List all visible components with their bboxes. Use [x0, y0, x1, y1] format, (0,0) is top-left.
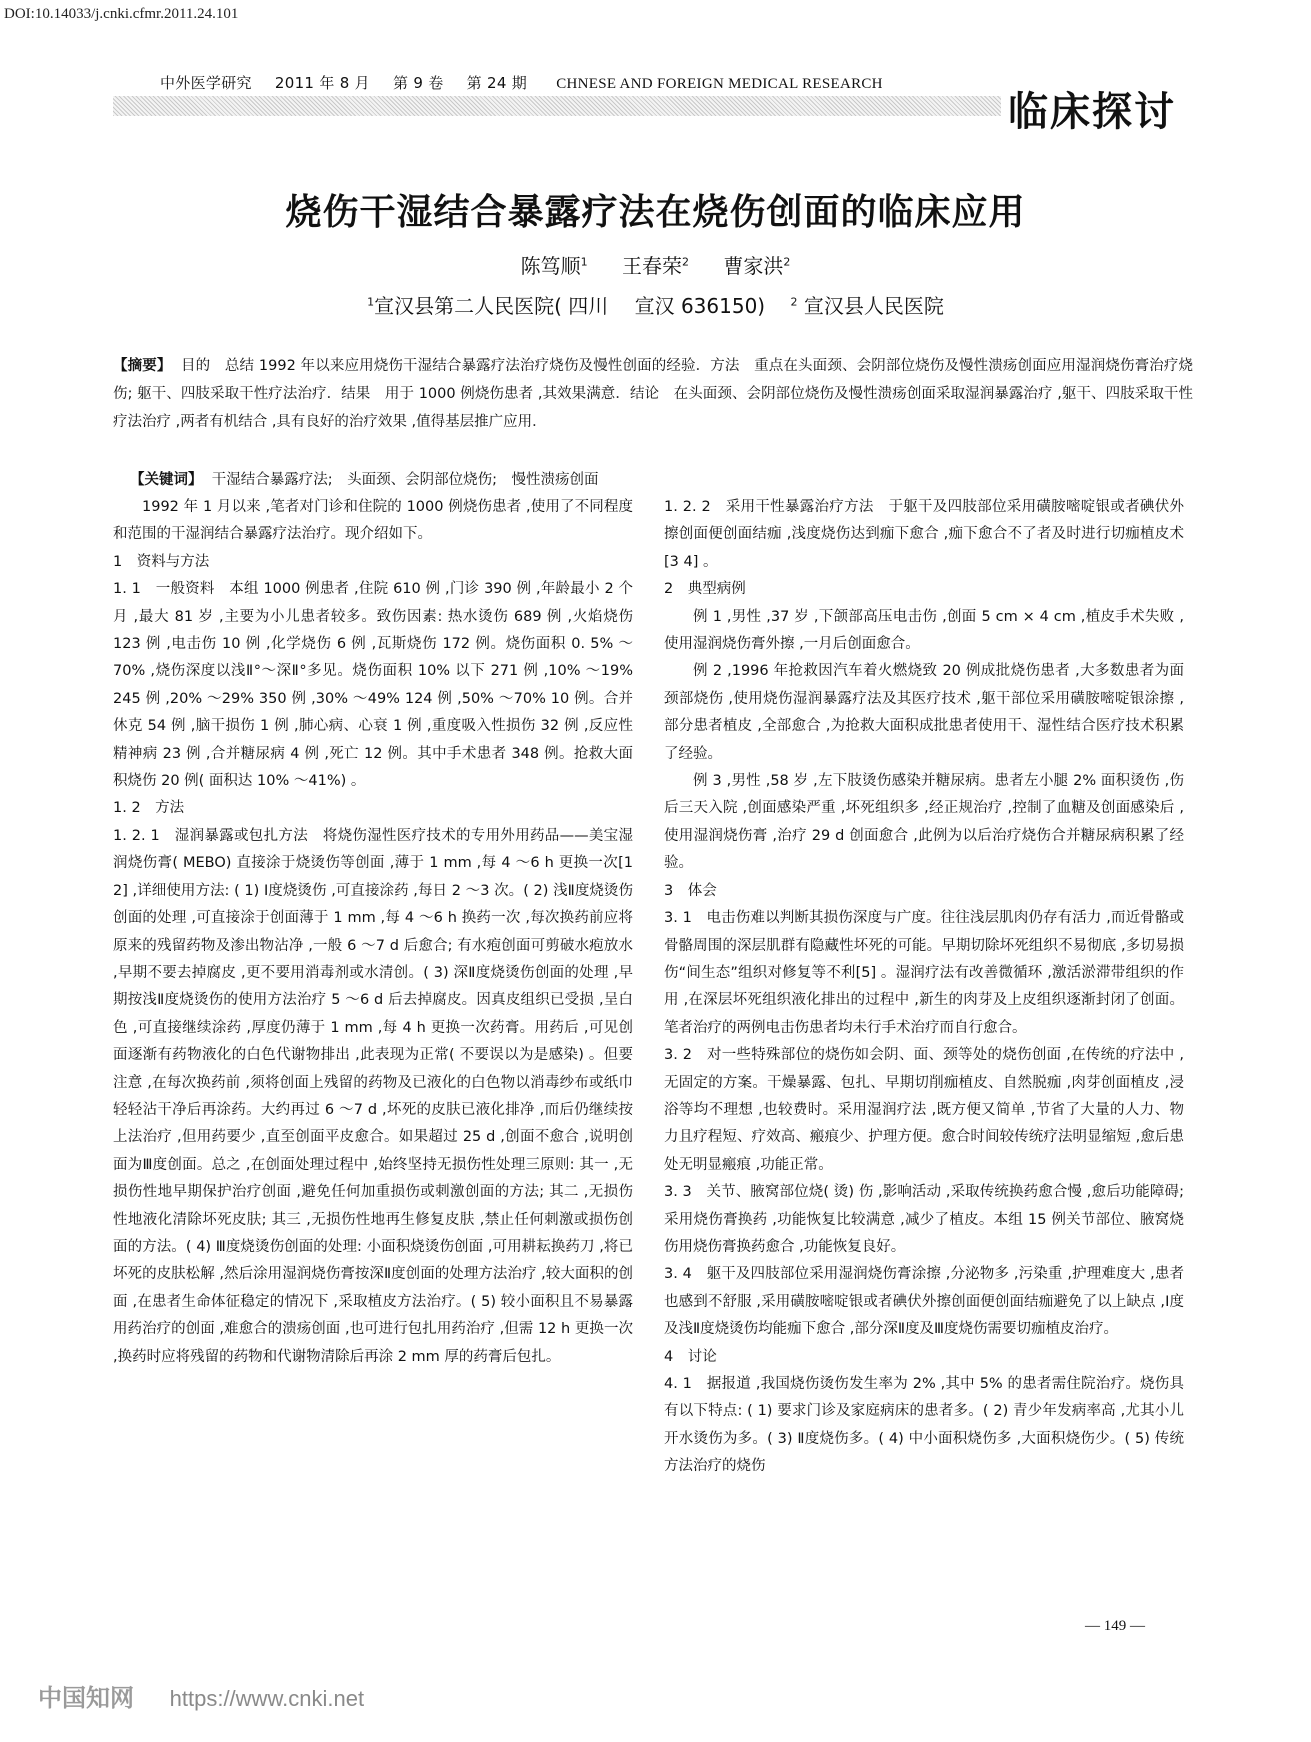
body-paragraph: 3. 2 对一些特殊部位的烧伤如会阴、面、颈等处的烧伤创面 ,在传统的疗法中 ,无固定的方案。干燥暴露、包扎、早期切削痂植皮、自然脱痂 ,肉芽创面植皮 ,浸浴等均不理想 ,也较费时。采用湿润疗法 ,既方便又简单 ,节省了大量的人力、物力且疗程短、疗效高、瘢痕少、护理方便。愈合时间较传统疗法明显缩短 ,愈后患处无明显瘢痕 ,功能正常。 [664, 1047, 1184, 1173]
author: 王春荣$^2$ [622, 254, 689, 278]
body-paragraph: 3. 1 电击伤难以判断其损伤深度与广度。往往浅层肌肉仍存有活力 ,而近骨骼或骨骼周围的深层肌群有隐藏性坏死的可能。早期切除坏死组织不易彻底 ,多切易损伤“间生态”组织对修复等不利[5] 。湿润疗法有改善微循环 ,激活淤滞带组织的作用 ,在深层坏死组织液化排出的过程中 ,新生的肉芽及上皮组织逐渐封闭了创面。笔者治疗的两例电击伤患者均未行手术治疗而自行愈合。 [664, 910, 1184, 1036]
body-paragraph: 1. 2. 2 采用干性暴露治疗方法 于躯干及四肢部位采用磺胺嘧啶银或者碘伏外擦创面便创面结痂 ,浅度烧伤达到痂下愈合 ,痂下愈合不了者及时进行切痂植皮术[3 4] 。 [664, 499, 1184, 570]
left-column [113, 494, 633, 1371]
affiliation-1: 宣汉县第二人民医院( 四川 宣汉 636150) [374, 294, 766, 318]
journal-name: 中外医学研究 [160, 74, 252, 92]
body-paragraph: 3. 3 关节、腋窝部位烧( 烫) 伤 ,影响活动 ,采取传统换药愈合慢 ,愈后功能障碍; 采用烧伤膏换药 ,功能恢复比较满意 ,减少了植皮。本组 15 例关节部位、腋窝烧伤用烧伤膏换药愈合 ,功能恢复良好。 [664, 1184, 1184, 1255]
section-heading: 1 资料与方法 [113, 553, 210, 570]
keywords [130, 466, 1190, 494]
abstract-label: 【摘要】 [113, 358, 172, 374]
cnki-logo: 中国知网 [38, 1684, 134, 1712]
cnki-url[interactable]: https://www.cnki.net [169, 1686, 365, 1711]
author: 曹家洪$^2$ [723, 254, 791, 278]
section-tag: 临床探讨 [1008, 89, 1176, 135]
doi-line: DOI:10.14033/j.cnki.cfmr.2011.24.101 [4, 6, 239, 22]
section-heading: 3 体会 [664, 882, 717, 899]
body-paragraph: 3. 4 躯干及四肢部位采用湿润烧伤膏涂擦 ,分泌物多 ,污染重 ,护理难度大 ,患者也感到不舒服 ,采用磺胺嘧啶银或者碘伏外擦创面便创面结痂避免了以上缺点 ,Ⅰ度及浅Ⅱ度烧烫伤均能痂下愈合 ,部分深Ⅱ度及Ⅲ度烧伤需要切痂植皮治疗。 [664, 1266, 1184, 1338]
running-head [160, 72, 901, 93]
body-paragraph: 1. 1 一般资料 本组 1000 例患者 ,住院 610 例 ,门诊 390 例 ,年龄最小 2 个月 ,最大 81 岁 ,主要为小儿患者较多。致伤因素: 热水烫伤 689 例 ,火焰烧伤 123 例 ,电击伤 10 例 ,化学烧伤 6 例 ,瓦斯烧伤 172 例。烧伤面积 0. 5% ～70% ,烧伤深度以浅Ⅱ°～深Ⅱ°多见。烧伤面积 10% 以下 271 例 ,10% ～19% 245 例 ,20% ～29% 350 例 ,30% ～49% 124 例 ,50% ～70% 10 例。合并休克 54 例 ,脑干损伤 1 例 ,肺心病、心衰 1 例 ,重度吸入性损伤 32 例 ,反应性精神病 23 例 ,合并糖尿病 4 例 ,死亡 12 例。其中手术患者 348 例。抢救大面积烧伤 20 例( 面积达 10% ～41%) 。 [113, 581, 633, 790]
case-paragraph: 例 1 ,男性 ,37 岁 ,下颌部高压电击伤 ,创面 5 cm × 4 cm ,植皮手术失败 ,使用湿润烧伤膏外擦 ,一月后创面愈合。 [664, 608, 1184, 653]
author: 陈笃顺$^1$ [520, 254, 588, 278]
body-paragraph: 4. 1 据报道 ,我国烧伤烫伤发生率为 2% ,其中 5% 的患者需住院治疗。烧伤具有以下特点: ( 1) 要求门诊及家庭病床的患者多。( 2) 青少年发病率高 ,尤其小儿开水烫伤为多。( 3) Ⅱ度烧伤多。( 4) 中小面积烧伤多 ,大面积烧伤少。( 5) 传统方法治疗的烧伤 [664, 1376, 1184, 1475]
author-list [0, 250, 1311, 279]
journal-english-name: CHNESE AND FOREIGN MEDICAL RESEARCH [556, 76, 883, 92]
abstract [113, 352, 1193, 436]
affiliation-2: 宣汉县人民医院 [803, 294, 944, 318]
case-paragraph: 例 2 ,1996 年抢救因汽车着火燃烧致 20 例成批烧伤患者 ,大多数患者为面颈部烧伤 ,使用烧伤湿润暴露疗法及其医疗技术 ,躯干部位采用磺胺嘧啶银涂擦 ,部分患者植皮 ,全部愈合 ,为抢救大面积成批患者使用干、湿性结合医疗技术积累了经验。 [664, 663, 1184, 762]
section-heading: 2 典型病例 [664, 581, 746, 598]
keywords-label: 【关键词】 [130, 472, 203, 488]
volume: 第 9 卷 [393, 74, 444, 92]
issue-date: 2011 年 8 月 [274, 74, 370, 92]
header-rule [113, 96, 1001, 116]
page-number: — 149 — [1085, 1618, 1145, 1634]
abstract-text: 目的 总结 1992 年以来应用烧伤干湿结合暴露疗法治疗烧伤及慢性创面的经验．方法 重点在头面颈、会阴部位烧伤及慢性溃疡创面应用湿润烧伤膏治疗烧伤; 躯干、四肢采取干性疗法治疗．结果 用于 1000 例烧伤患者 ,其效果满意．结论 在头面颈、会阴部位烧伤及慢性溃疡创面采取湿润暴露治疗 ,躯干、四肢采取干性疗法治疗 ,两者有机结合 ,具有良好的治疗效果 ,值得基层推广应用． [113, 358, 1193, 430]
article-title: 烧伤干湿结合暴露疗法在烧伤创面的临床应用 [285, 192, 1026, 233]
case-paragraph: 例 3 ,男性 ,58 岁 ,左下肢烫伤感染并糖尿病。患者左小腿 2% 面积烫伤 ,伤后三天入院 ,创面感染严重 ,坏死组织多 ,经正规治疗 ,控制了血糖及创面感染后 ,使用湿润烧伤膏 ,治疗 29 d 创面愈合 ,此例为以后治疗烧伤合并糖尿病积累了经验。 [664, 773, 1184, 872]
issue: 第 24 期 [466, 74, 528, 92]
footer-watermark [38, 1678, 364, 1713]
section-heading: 4 讨论 [664, 1348, 717, 1365]
keywords-text: 干湿结合暴露疗法; 头面颈、会阴部位烧伤; 慢性溃疡创面 [211, 472, 599, 488]
section-heading: 1. 2 方法 [113, 800, 185, 817]
body-paragraph: 1. 2. 1 湿润暴露或包扎方法 将烧伤湿性医疗技术的专用外用药品——美宝湿润烧伤膏( MEBO) 直接涂于烧烫伤等创面 ,薄于 1 mm ,每 4 ～6 h 更换一次[1 2] ,详细使用方法: ( 1) Ⅰ度烧烫伤 ,可直接涂药 ,每日 2 ～3 次。( 2) 浅Ⅱ度烧烫伤创面的处理 ,可直接涂于创面薄于 1 mm ,每 4 ～6 h 换药一次 ,每次换药前应将原来的残留药物及渗出物沾净 ,一般 6 ～7 d 后愈合; 有水疱创面可剪破水疱放水 ,早期不要去掉腐皮 ,更不要用消毒剂或水清创。( 3) 深Ⅱ度烧烫伤创面的处理 ,早期按浅Ⅱ度烧烫伤的使用方法治疗 5 ～6 d 后去掉腐皮。因真皮组织已受损 ,呈白色 ,可直接继续涂药 ,厚度仍薄于 1 mm ,每 4 h 更换一次药膏。用药后 ,可见创面逐渐有药物液化的白色代谢物排出 ,此表现为正常( 不要误以为是感染) 。但要注意 ,在每次换药前 ,须将创面上残留的药物及已液化的白色物以消毒纱布或纸巾轻轻沾干净后再涂药。大约再过 6 ～7 d ,坏死的皮肤已液化排净 ,而后仍继续按上法治疗 ,但用药要少 ,直至创面平皮愈合。如果超过 25 d ,创面不愈合 ,说明创面为Ⅲ度创面。总之 ,在创面处理过程中 ,始终坚持无损伤性处理三原则: 其一 ,无损伤性地早期保护治疗创面 ,避免任何加重损伤或刺激创面的方法; 其二 ,无损伤性地液化清除坏死皮肤; 其三 ,无损伤性地再生修复皮肤 ,禁止任何刺激或损伤创面的方法。( 4) Ⅲ度烧烫伤创面的处理: 小面积烧烫伤创面 ,可用耕耘换药刀 ,将已坏死的皮肤松解 ,然后涂用湿润烧伤膏按深Ⅱ度创面的处理方法治疗 ,较大面积的创面 ,在患者生命体征稳定的情况下 ,采取植皮方法治疗。( 5) 较小面积且不易暴露用药治疗的创面 ,难愈合的溃疡创面 ,也可进行包扎用药治疗 ,但需 12 h 更换一次 ,换药时应将残留的药物和代谢物清除后再涂 2 mm 厚的药膏后包扎。 [113, 827, 633, 1365]
affiliations: $^1$宣汉县第二人民医院( 四川 宣汉 636150) $^2$ 宣汉县人民医院 [367, 294, 944, 318]
intro-paragraph: 1992 年 1 月以来 ,笔者对门诊和住院的 1000 例烧伤患者 ,使用了不同程度和范围的干湿润结合暴露疗法治疗。现介绍如下。 [113, 499, 633, 543]
right-column [664, 494, 1184, 1481]
